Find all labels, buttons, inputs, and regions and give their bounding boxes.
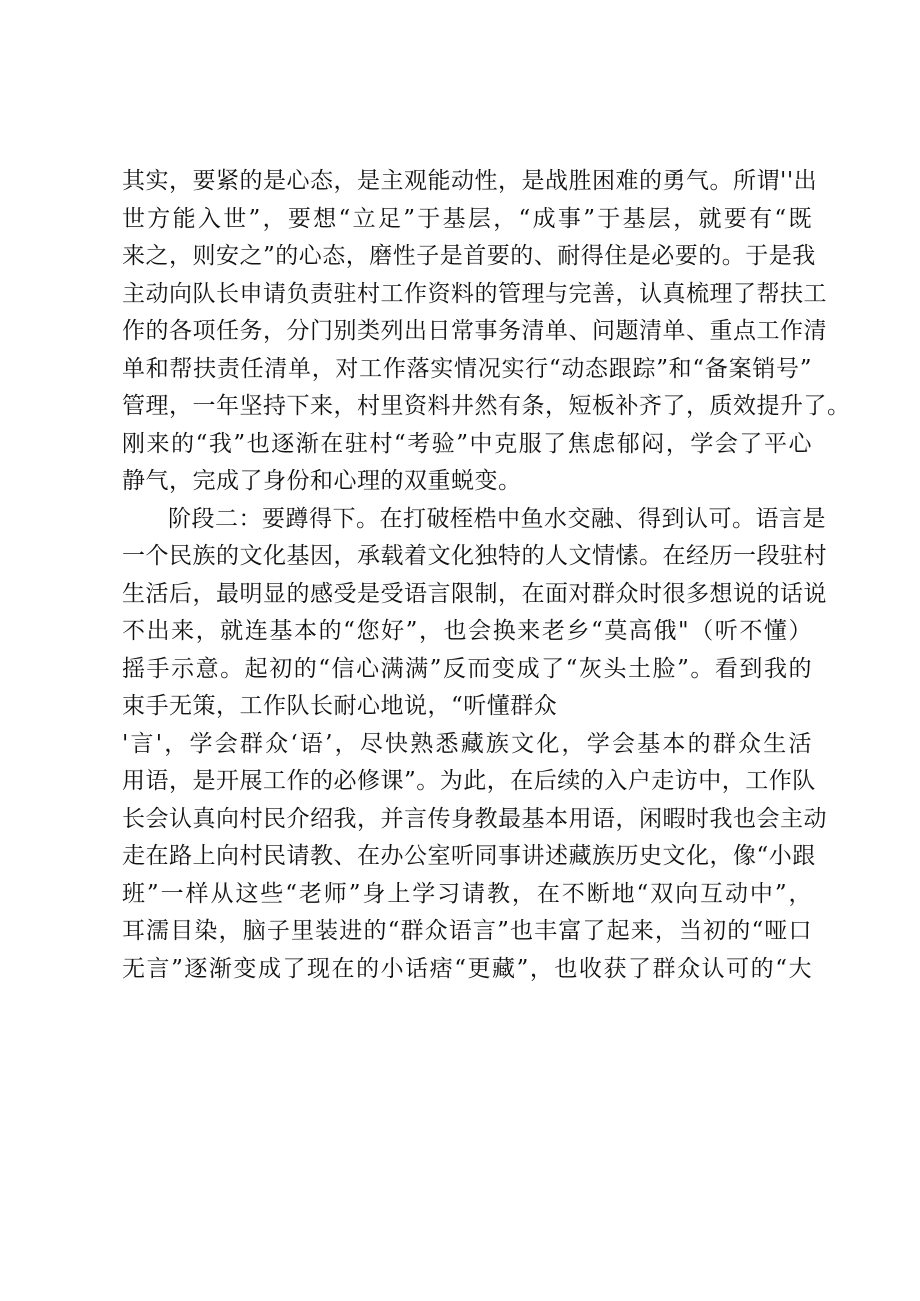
text-line: 不出来，就连基本的“您好”，也会换来老乡“莫高俄"（听不懂） [122, 618, 812, 644]
text-line: 长会认真向村民介绍我，并言传身教最基本用语，闲暇时我也会主动 [122, 805, 827, 832]
text-line: 一个民族的文化基因，承载着文化独特的人文情愫。在经历一段驻村 [122, 543, 827, 569]
text-line: 主动向队长申请负责驻村工作资料的管理与完善，认真梳理了帮扶工 [122, 280, 827, 307]
text-line: 单和帮扶责任清单，对工作落实情况实行“动态跟踪”和“备案销号” [122, 355, 812, 382]
paragraph-start-line: 阶段二：要蹲得下。在打破桎梏中鱼水交融、得到认可。语言是 [168, 505, 826, 532]
text-line: 管理，一年坚持下来，村里资料井然有条，短板补齐了，质效提升了。 [122, 393, 851, 419]
text-line: 无言”逐渐变成了现在的小话痞“更藏”，也收获了群众认可的“大 [122, 955, 812, 982]
text-line: 刚来的“我”也逐渐在驻村“考验”中克服了焦虑郁闷，学会了平心 [122, 430, 812, 457]
text-line: 来之，则安之”的心态，磨性子是首要的、耐得住是必要的。于是我 [122, 243, 816, 269]
text-line: 束手无策，工作队长耐心地说，“听懂群众 [122, 693, 558, 719]
text-line: 耳濡目染，脑子里装进的“群众语言”也丰富了起来，当初的“哑口 [122, 918, 812, 944]
text-line: '言'，学会群众‘语’，尽快熟悉藏族文化，学会基本的群众生活 [122, 730, 812, 757]
text-line: 作的各项任务，分门别类列出日常事务清单、问题清单、重点工作清 [122, 318, 827, 344]
text-line: 其实，要紧的是心态，是主观能动性，是战胜困难的勇气。所谓''出 [122, 168, 818, 194]
text-line: 用语，是开展工作的必修课”。为此，在后续的入户走访中，工作队 [122, 768, 816, 794]
text-line: 走在路上向村民请教、在办公室听同事讲述藏族历史文化，像“小跟 [122, 843, 816, 869]
text-line: 班”一样从这些“老师”身上学习请教，在不断地“双向互动中”， [122, 880, 812, 907]
text-line: 世方能入世”，要想“立足”于基层，“成事”于基层，就要有“既 [122, 205, 812, 232]
body-text [122, 163, 851, 988]
text-line: 生活后，最明显的感受是受语言限制，在面对群众时很多想说的话说 [122, 580, 827, 607]
text-line: 摇手示意。起初的“信心满满”反而变成了“灰头土脸”。看到我的 [122, 655, 812, 682]
text-line: 静气，完成了身份和心理的双重蜕变。 [122, 468, 522, 494]
